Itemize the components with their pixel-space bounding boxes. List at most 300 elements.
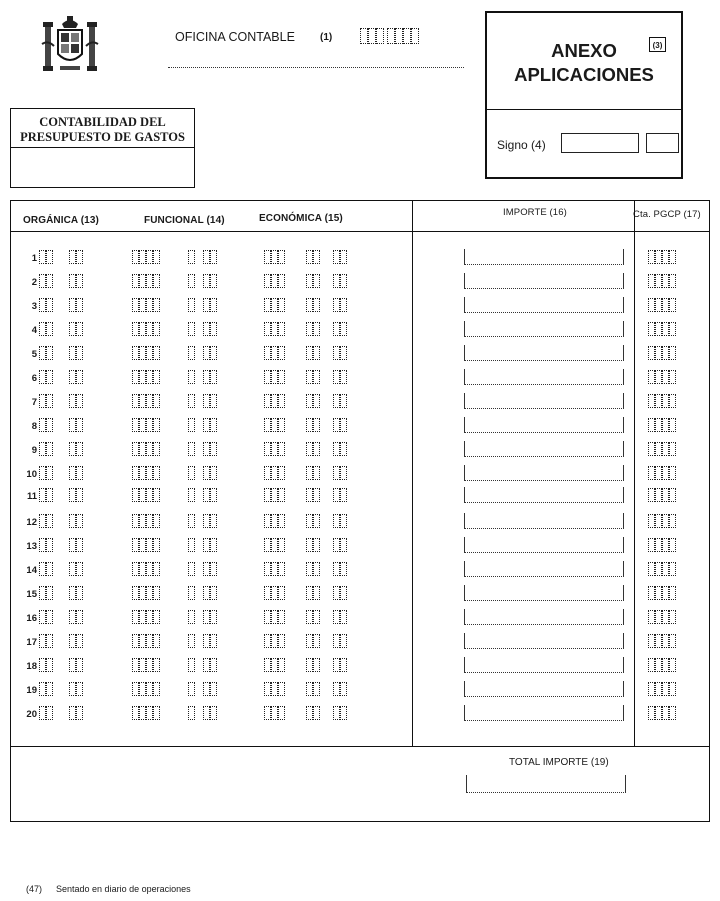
- economica-a-field[interactable]: [264, 538, 285, 552]
- funcional-c-field[interactable]: [203, 682, 217, 696]
- funcional-a-field[interactable]: [132, 346, 160, 360]
- digit-cell[interactable]: [648, 298, 655, 312]
- digit-cell[interactable]: [264, 634, 271, 648]
- digit-cell[interactable]: [333, 658, 340, 672]
- cta-pgcp-field[interactable]: [648, 488, 676, 502]
- digit-cell[interactable]: [76, 298, 83, 312]
- digit-cell[interactable]: [210, 586, 217, 600]
- funcional-c-field[interactable]: [203, 658, 217, 672]
- organica-b-field[interactable]: [69, 538, 83, 552]
- digit-cell[interactable]: [340, 466, 347, 480]
- funcional-b-field[interactable]: [188, 346, 195, 360]
- digit-cell[interactable]: [669, 488, 676, 502]
- digit-cell[interactable]: [39, 370, 46, 384]
- organica-b-field[interactable]: [69, 322, 83, 336]
- digit-cell[interactable]: [306, 682, 313, 696]
- digit-cell[interactable]: [69, 418, 76, 432]
- digit-cell[interactable]: [278, 394, 285, 408]
- digit-cell[interactable]: [76, 538, 83, 552]
- digit-cell[interactable]: [146, 442, 153, 456]
- cta-pgcp-field[interactable]: [648, 706, 676, 720]
- economica-b-field[interactable]: [306, 346, 320, 360]
- funcional-a-field[interactable]: [132, 370, 160, 384]
- organica-a-field[interactable]: [39, 538, 53, 552]
- digit-cell[interactable]: [203, 658, 210, 672]
- organica-a-field[interactable]: [39, 274, 53, 288]
- digit-cell[interactable]: [340, 250, 347, 264]
- digit-cell[interactable]: [139, 610, 146, 624]
- digit-cell[interactable]: [188, 466, 195, 480]
- digit-cell[interactable]: [210, 706, 217, 720]
- digit-cell[interactable]: [203, 250, 210, 264]
- digit-cell[interactable]: [333, 706, 340, 720]
- digit-cell[interactable]: [146, 418, 153, 432]
- digit-cell[interactable]: [333, 466, 340, 480]
- economica-b-field[interactable]: [306, 538, 320, 552]
- digit-cell[interactable]: [662, 634, 669, 648]
- funcional-c-field[interactable]: [203, 466, 217, 480]
- digit-cell[interactable]: [210, 346, 217, 360]
- organica-a-field[interactable]: [39, 610, 53, 624]
- importe-field[interactable]: [464, 633, 624, 649]
- digit-cell[interactable]: [340, 418, 347, 432]
- digit-cell[interactable]: [662, 706, 669, 720]
- funcional-b-field[interactable]: [188, 466, 195, 480]
- digit-cell[interactable]: [278, 322, 285, 336]
- digit-cell[interactable]: [264, 610, 271, 624]
- economica-b-field[interactable]: [306, 274, 320, 288]
- digit-cell[interactable]: [271, 586, 278, 600]
- digit-cell[interactable]: [203, 682, 210, 696]
- digit-cell[interactable]: [340, 658, 347, 672]
- digit-cell[interactable]: [153, 682, 160, 696]
- digit-cell[interactable]: [132, 370, 139, 384]
- digit-cell[interactable]: [655, 514, 662, 528]
- digit-cell[interactable]: [69, 538, 76, 552]
- digit-cell[interactable]: [662, 418, 669, 432]
- digit-cell[interactable]: [39, 562, 46, 576]
- funcional-a-field[interactable]: [132, 682, 160, 696]
- digit-cell[interactable]: [655, 418, 662, 432]
- economica-b-field[interactable]: [306, 442, 320, 456]
- economica-a-field[interactable]: [264, 442, 285, 456]
- digit-cell[interactable]: [271, 394, 278, 408]
- funcional-a-field[interactable]: [132, 466, 160, 480]
- digit-cell[interactable]: [46, 298, 53, 312]
- digit-cell[interactable]: [203, 488, 210, 502]
- digit-cell[interactable]: [76, 682, 83, 696]
- digit-cell[interactable]: [69, 466, 76, 480]
- digit-cell[interactable]: [264, 346, 271, 360]
- funcional-c-field[interactable]: [203, 322, 217, 336]
- digit-cell[interactable]: [655, 658, 662, 672]
- digit-cell[interactable]: [39, 298, 46, 312]
- digit-cell[interactable]: [210, 514, 217, 528]
- importe-field[interactable]: [464, 321, 624, 337]
- cta-pgcp-field[interactable]: [648, 610, 676, 624]
- organica-b-field[interactable]: [69, 274, 83, 288]
- cta-pgcp-field[interactable]: [648, 274, 676, 288]
- digit-cell[interactable]: [313, 658, 320, 672]
- digit-cell[interactable]: [139, 682, 146, 696]
- digit-cell[interactable]: [306, 538, 313, 552]
- digit-cell[interactable]: [306, 658, 313, 672]
- digit-cell[interactable]: [669, 442, 676, 456]
- digit-cell[interactable]: [648, 442, 655, 456]
- organica-a-field[interactable]: [39, 418, 53, 432]
- digit-cell[interactable]: [313, 442, 320, 456]
- digit-cell[interactable]: [306, 488, 313, 502]
- organica-b-field[interactable]: [69, 634, 83, 648]
- economica-c-field[interactable]: [333, 346, 347, 360]
- funcional-c-field[interactable]: [203, 538, 217, 552]
- digit-cell[interactable]: [132, 562, 139, 576]
- digit-cell[interactable]: [188, 658, 195, 672]
- digit-cell[interactable]: [662, 346, 669, 360]
- funcional-b-field[interactable]: [188, 682, 195, 696]
- digit-cell[interactable]: [153, 514, 160, 528]
- importe-field[interactable]: [464, 657, 624, 673]
- digit-cell[interactable]: [146, 706, 153, 720]
- digit-cell[interactable]: [333, 634, 340, 648]
- digit-cell[interactable]: [46, 562, 53, 576]
- cta-pgcp-field[interactable]: [648, 586, 676, 600]
- funcional-c-field[interactable]: [203, 488, 217, 502]
- digit-cell[interactable]: [313, 418, 320, 432]
- digit-cell[interactable]: [278, 466, 285, 480]
- digit-cell[interactable]: [203, 514, 210, 528]
- digit-cell[interactable]: [132, 298, 139, 312]
- digit-cell[interactable]: [340, 682, 347, 696]
- digit-cell[interactable]: [669, 610, 676, 624]
- digit-cell[interactable]: [46, 274, 53, 288]
- digit-cell[interactable]: [46, 322, 53, 336]
- digit-cell[interactable]: [146, 298, 153, 312]
- organica-a-field[interactable]: [39, 442, 53, 456]
- digit-cell[interactable]: [153, 370, 160, 384]
- digit-cell[interactable]: [39, 634, 46, 648]
- funcional-b-field[interactable]: [188, 538, 195, 552]
- digit-cell[interactable]: [306, 322, 313, 336]
- digit-cell[interactable]: [264, 658, 271, 672]
- digit-cell[interactable]: [146, 562, 153, 576]
- digit-cell[interactable]: [340, 514, 347, 528]
- digit-cell[interactable]: [264, 706, 271, 720]
- economica-b-field[interactable]: [306, 250, 320, 264]
- digit-cell[interactable]: [271, 706, 278, 720]
- organica-a-field[interactable]: [39, 706, 53, 720]
- funcional-c-field[interactable]: [203, 418, 217, 432]
- digit-cell[interactable]: [313, 298, 320, 312]
- digit-cell[interactable]: [648, 322, 655, 336]
- digit-cell[interactable]: [76, 322, 83, 336]
- digit-cell[interactable]: [132, 706, 139, 720]
- digit-cell[interactable]: [153, 394, 160, 408]
- digit-cell[interactable]: [340, 562, 347, 576]
- importe-field[interactable]: [464, 297, 624, 313]
- economica-c-field[interactable]: [333, 586, 347, 600]
- digit-cell[interactable]: [69, 634, 76, 648]
- digit-cell[interactable]: [278, 488, 285, 502]
- digit-cell[interactable]: [139, 488, 146, 502]
- digit-cell[interactable]: [146, 346, 153, 360]
- digit-cell[interactable]: [153, 586, 160, 600]
- funcional-c-field[interactable]: [203, 274, 217, 288]
- importe-field[interactable]: [464, 249, 624, 265]
- cta-pgcp-field[interactable]: [648, 322, 676, 336]
- digit-cell[interactable]: [669, 706, 676, 720]
- organica-a-field[interactable]: [39, 562, 53, 576]
- digit-cell[interactable]: [278, 298, 285, 312]
- digit-cell[interactable]: [203, 346, 210, 360]
- digit-cell[interactable]: [662, 466, 669, 480]
- digit-cell[interactable]: [306, 466, 313, 480]
- digit-cell[interactable]: [306, 586, 313, 600]
- funcional-b-field[interactable]: [188, 658, 195, 672]
- signo-field[interactable]: [561, 133, 639, 153]
- digit-cell[interactable]: [271, 488, 278, 502]
- digit-cell[interactable]: [188, 298, 195, 312]
- digit-cell[interactable]: [146, 634, 153, 648]
- importe-field[interactable]: [464, 369, 624, 385]
- organica-a-field[interactable]: [39, 466, 53, 480]
- digit-cell[interactable]: [188, 250, 195, 264]
- digit-cell[interactable]: [313, 610, 320, 624]
- digit-cell[interactable]: [264, 562, 271, 576]
- funcional-a-field[interactable]: [132, 418, 160, 432]
- digit-cell[interactable]: [39, 610, 46, 624]
- economica-c-field[interactable]: [333, 298, 347, 312]
- digit-cell[interactable]: [46, 682, 53, 696]
- economica-c-field[interactable]: [333, 538, 347, 552]
- digit-cell[interactable]: [271, 346, 278, 360]
- economica-c-field[interactable]: [333, 562, 347, 576]
- digit-cell[interactable]: [306, 346, 313, 360]
- digit-cell[interactable]: [313, 274, 320, 288]
- importe-field[interactable]: [464, 705, 624, 721]
- funcional-b-field[interactable]: [188, 488, 195, 502]
- digit-cell[interactable]: [264, 488, 271, 502]
- funcional-c-field[interactable]: [203, 250, 217, 264]
- digit-cell[interactable]: [139, 634, 146, 648]
- funcional-a-field[interactable]: [132, 658, 160, 672]
- economica-b-field[interactable]: [306, 466, 320, 480]
- digit-cell[interactable]: [313, 538, 320, 552]
- digit-cell[interactable]: [333, 274, 340, 288]
- digit-cell[interactable]: [264, 250, 271, 264]
- digit-cell[interactable]: [669, 586, 676, 600]
- digit-cell[interactable]: [655, 298, 662, 312]
- digit-cell[interactable]: [306, 634, 313, 648]
- digit-cell[interactable]: [76, 466, 83, 480]
- economica-a-field[interactable]: [264, 634, 285, 648]
- digit-cell[interactable]: [153, 274, 160, 288]
- funcional-c-field[interactable]: [203, 370, 217, 384]
- cta-pgcp-field[interactable]: [648, 682, 676, 696]
- digit-cell[interactable]: [306, 610, 313, 624]
- digit-cell[interactable]: [210, 442, 217, 456]
- importe-field[interactable]: [464, 585, 624, 601]
- digit-cell[interactable]: [264, 298, 271, 312]
- funcional-b-field[interactable]: [188, 418, 195, 432]
- digit-cell[interactable]: [313, 488, 320, 502]
- digit-cell[interactable]: [203, 634, 210, 648]
- digit-cell[interactable]: [76, 706, 83, 720]
- digit-cell[interactable]: [648, 586, 655, 600]
- digit-cell[interactable]: [69, 250, 76, 264]
- digit-cell[interactable]: [76, 418, 83, 432]
- digit-cell[interactable]: [669, 538, 676, 552]
- digit-cell[interactable]: [132, 634, 139, 648]
- digit-cell[interactable]: [655, 370, 662, 384]
- total-importe-field[interactable]: [466, 775, 626, 793]
- funcional-b-field[interactable]: [188, 274, 195, 288]
- digit-cell[interactable]: [210, 634, 217, 648]
- digit-cell[interactable]: [146, 658, 153, 672]
- digit-cell[interactable]: [340, 634, 347, 648]
- digit-cell[interactable]: [340, 442, 347, 456]
- funcional-b-field[interactable]: [188, 562, 195, 576]
- digit-cell[interactable]: [655, 562, 662, 576]
- economica-c-field[interactable]: [333, 394, 347, 408]
- digit-cell[interactable]: [203, 418, 210, 432]
- digit-cell[interactable]: [340, 394, 347, 408]
- digit-cell[interactable]: [648, 610, 655, 624]
- digit-cell[interactable]: [39, 394, 46, 408]
- digit-cell[interactable]: [76, 274, 83, 288]
- digit-cell[interactable]: [669, 466, 676, 480]
- economica-c-field[interactable]: [333, 488, 347, 502]
- digit-cell[interactable]: [188, 706, 195, 720]
- digit-cell[interactable]: [188, 394, 195, 408]
- digit-cell[interactable]: [153, 442, 160, 456]
- digit-cell[interactable]: [69, 442, 76, 456]
- digit-cell[interactable]: [153, 250, 160, 264]
- organica-a-field[interactable]: [39, 250, 53, 264]
- organica-b-field[interactable]: [69, 394, 83, 408]
- digit-cell[interactable]: [39, 682, 46, 696]
- digit-cell[interactable]: [132, 274, 139, 288]
- economica-b-field[interactable]: [306, 610, 320, 624]
- digit-cell[interactable]: [333, 586, 340, 600]
- funcional-a-field[interactable]: [132, 562, 160, 576]
- digit-cell[interactable]: [188, 682, 195, 696]
- funcional-a-field[interactable]: [132, 442, 160, 456]
- importe-field[interactable]: [464, 441, 624, 457]
- importe-field[interactable]: [464, 345, 624, 361]
- digit-cell[interactable]: [76, 658, 83, 672]
- digit-cell[interactable]: [139, 370, 146, 384]
- funcional-b-field[interactable]: [188, 298, 195, 312]
- digit-cell[interactable]: [146, 322, 153, 336]
- digit-cell[interactable]: [648, 394, 655, 408]
- digit-cell[interactable]: [69, 658, 76, 672]
- importe-field[interactable]: [464, 465, 624, 481]
- organica-b-field[interactable]: [69, 418, 83, 432]
- economica-a-field[interactable]: [264, 610, 285, 624]
- importe-field[interactable]: [464, 681, 624, 697]
- digit-cell[interactable]: [210, 538, 217, 552]
- digit-cell[interactable]: [264, 442, 271, 456]
- digit-cell[interactable]: [69, 514, 76, 528]
- digit-cell[interactable]: [210, 322, 217, 336]
- digit-cell[interactable]: [313, 706, 320, 720]
- economica-a-field[interactable]: [264, 682, 285, 696]
- economica-c-field[interactable]: [333, 250, 347, 264]
- digit-cell[interactable]: [333, 538, 340, 552]
- digit-cell[interactable]: [669, 274, 676, 288]
- digit-cell[interactable]: [46, 586, 53, 600]
- digit-cell[interactable]: [669, 682, 676, 696]
- digit-cell[interactable]: [39, 250, 46, 264]
- digit-cell[interactable]: [271, 442, 278, 456]
- economica-a-field[interactable]: [264, 562, 285, 576]
- organica-b-field[interactable]: [69, 466, 83, 480]
- economica-c-field[interactable]: [333, 514, 347, 528]
- digit-cell[interactable]: [132, 488, 139, 502]
- digit-cell[interactable]: [278, 346, 285, 360]
- digit-cell[interactable]: [264, 322, 271, 336]
- digit-cell[interactable]: [188, 346, 195, 360]
- digit-cell[interactable]: [153, 466, 160, 480]
- economica-b-field[interactable]: [306, 706, 320, 720]
- digit-cell[interactable]: [271, 466, 278, 480]
- digit-cell[interactable]: [188, 586, 195, 600]
- digit-cell[interactable]: [46, 658, 53, 672]
- digit-cell[interactable]: [188, 610, 195, 624]
- digit-cell[interactable]: [648, 562, 655, 576]
- digit-cell[interactable]: [669, 418, 676, 432]
- digit-cell[interactable]: [313, 370, 320, 384]
- digit-cell[interactable]: [655, 538, 662, 552]
- funcional-a-field[interactable]: [132, 514, 160, 528]
- funcional-c-field[interactable]: [203, 298, 217, 312]
- digit-cell[interactable]: [210, 610, 217, 624]
- digit-cell[interactable]: [306, 442, 313, 456]
- digit-cell[interactable]: [69, 706, 76, 720]
- digit-cell[interactable]: [662, 488, 669, 502]
- digit-cell[interactable]: [132, 466, 139, 480]
- importe-field[interactable]: [464, 273, 624, 289]
- digit-cell[interactable]: [146, 274, 153, 288]
- digit-cell[interactable]: [76, 634, 83, 648]
- economica-c-field[interactable]: [333, 442, 347, 456]
- digit-cell[interactable]: [648, 658, 655, 672]
- digit-cell[interactable]: [203, 394, 210, 408]
- digit-cell[interactable]: [655, 394, 662, 408]
- organica-b-field[interactable]: [69, 706, 83, 720]
- economica-c-field[interactable]: [333, 466, 347, 480]
- cta-pgcp-field[interactable]: [648, 538, 676, 552]
- digit-cell[interactable]: [46, 418, 53, 432]
- digit-cell[interactable]: [76, 394, 83, 408]
- signo-extra-field[interactable]: [646, 133, 679, 153]
- cta-pgcp-field[interactable]: [648, 250, 676, 264]
- digit-cell[interactable]: [278, 514, 285, 528]
- digit-cell[interactable]: [188, 322, 195, 336]
- digit-cell[interactable]: [69, 488, 76, 502]
- cta-pgcp-field[interactable]: [648, 634, 676, 648]
- digit-cell[interactable]: [333, 370, 340, 384]
- digit-cell[interactable]: [662, 250, 669, 264]
- economica-c-field[interactable]: [333, 610, 347, 624]
- digit-cell[interactable]: [278, 250, 285, 264]
- digit-cell[interactable]: [655, 706, 662, 720]
- digit-cell[interactable]: [139, 250, 146, 264]
- digit-cell[interactable]: [39, 538, 46, 552]
- cta-pgcp-field[interactable]: [648, 466, 676, 480]
- funcional-a-field[interactable]: [132, 488, 160, 502]
